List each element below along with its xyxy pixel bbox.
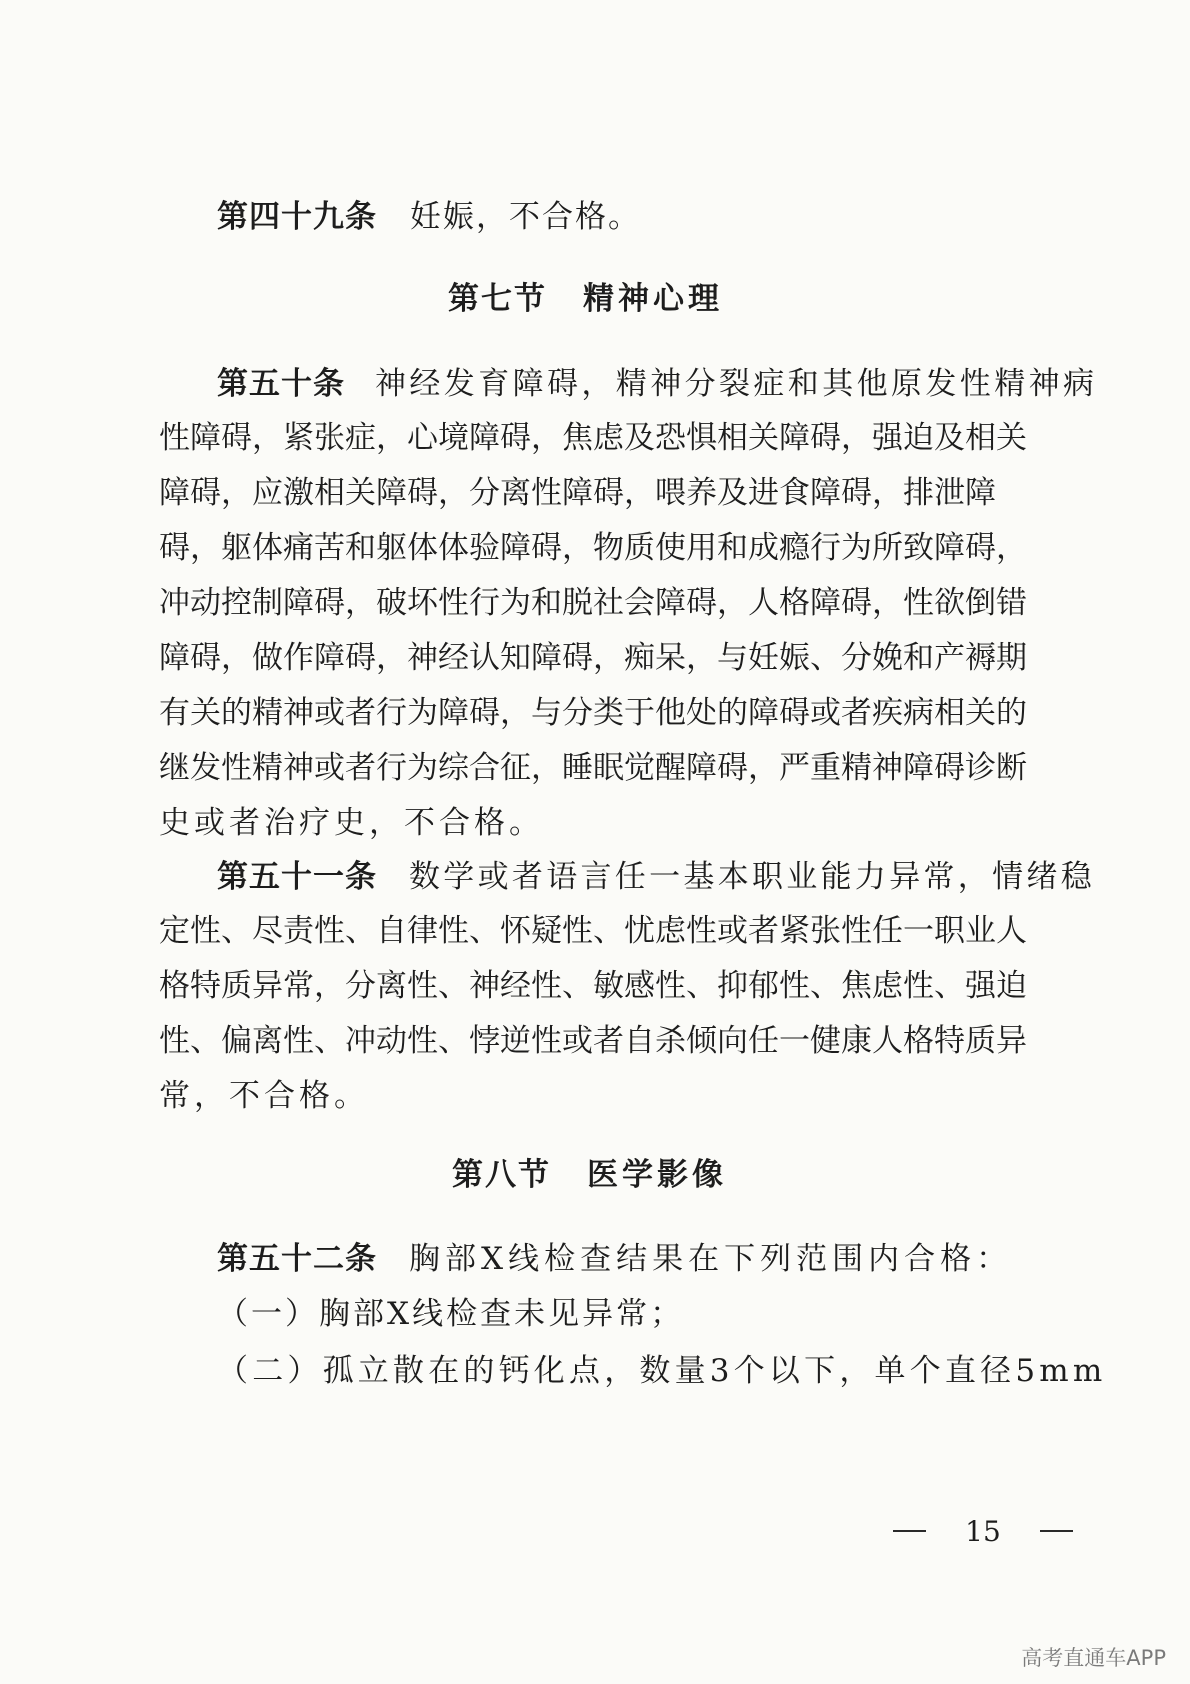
article-49-title: 第四十九条 [217,198,377,235]
article-51-text-line-1: 数学或者语言任一基本职业能力异常，情绪稳 [409,858,1095,895]
article-52-item-2 [217,1347,1106,1387]
article-51-text-line-5: 常，不合格。 [159,1077,369,1114]
article-50-text-line-2: 性 障 碍 ， 紧 张 症 ， 心 境 障 碍 ， 焦 虑 及 恐 惧 相 关 障 碍 ， 强 迫 及 相 关 [159,419,1027,456]
article-50-text-line-7: 有 关 的 精 神 或 者 行 为 障 碍 ， 与 分 类 于 他 处 的 障 碍 或 者 疾 病 相 关 的 [159,694,1027,731]
article-49-text: 妊娠，不合格。 [410,198,641,235]
article-52-item-1 [217,1290,684,1330]
article-50-text-line-4: 碍 ， 躯 体 痛 苦 和 躯 体 体 验 障 碍 ， 物 质 使 用 和 成 瘾 行 为 所 致 障 碍 ， [159,529,1027,566]
article-52-title: 第五十二条 [217,1240,377,1277]
article-50-text-line-3: 障 碍 ， 应 激 相 关 障 碍 ， 分 离 性 障 碍 ， 喂 养 及 进 食 障 碍 ， 排 泄 障 [159,474,996,511]
article-51-text-line-3: 格 特 质 异 常 ， 分 离 性 、 神 经 性 、 敏 感 性 、 抑 郁 性 、 焦 虑 性 、 强 迫 [159,967,1027,1004]
section-7-number: 第七节 [448,280,547,317]
article-50-first-line [217,360,1097,400]
article-51-first-line [217,853,1095,893]
article-52-first-line [217,1235,1012,1275]
section-8-number: 第八节 [452,1156,551,1193]
page-number-footer [893,1511,1073,1551]
article-50-text-line-9: 史或者治疗史，不合格。 [159,804,544,841]
article-49 [217,193,641,233]
article-51-text-line-4: 性 、 偏 离 性 、 冲 动 性 、 悖 逆 性 或 者 自 杀 倾 向 任 一 健 康 人 格 特 质 异 [159,1022,1027,1059]
article-50-text-line-8: 继 发 性 精 神 或 者 行 为 综 合 征 ， 睡 眠 觉 醒 障 碍 ， 严 重 精 神 障 碍 诊 断 [159,749,1027,786]
article-52-text-line-1: 胸部X线检查结果在下列范围内合格： [409,1240,1013,1277]
section-7-heading [448,275,723,315]
section-8-title: 医学影像 [587,1156,727,1193]
article-51-title: 第五十一条 [217,858,377,895]
article-50-text-line-5: 冲 动 控 制 障 碍 ， 破 坏 性 行 为 和 脱 社 会 障 碍 ， 人 格 障 碍 ， 性 欲 倒 错 [159,584,1027,621]
article-52-item-1-text: （一）胸部X线检查未见异常； [217,1295,685,1332]
page-number-dash-left [893,1530,926,1532]
page-number-dash-right [1040,1530,1073,1532]
page-number: 15 [965,1514,1001,1548]
section-8-heading [452,1151,727,1191]
article-50-text-line-1: 神经发育障碍，精神分裂症和其他原发性精神病 [375,365,1098,402]
article-51-text-line-2: 定 性 、 尽 责 性 、 自 律 性 、 怀 疑 性 、 忧 虑 性 或 者 紧 张 性 任 一 职 业 人 [159,912,1027,949]
section-7-title: 精神心理 [583,280,723,317]
article-52-item-2-text: （二）孤立散在的钙化点，数量3个以下，单个直径5mm [217,1352,1107,1389]
article-50-title: 第五十条 [217,365,345,402]
article-50-text-line-6: 障 碍 ， 做 作 障 碍 ， 神 经 认 知 障 碍 ， 痴 呆 ， 与 妊 娠 、 分 娩 和 产 褥 期 [159,639,1027,676]
watermark-text: 高考直通车APP [1021,1646,1166,1670]
